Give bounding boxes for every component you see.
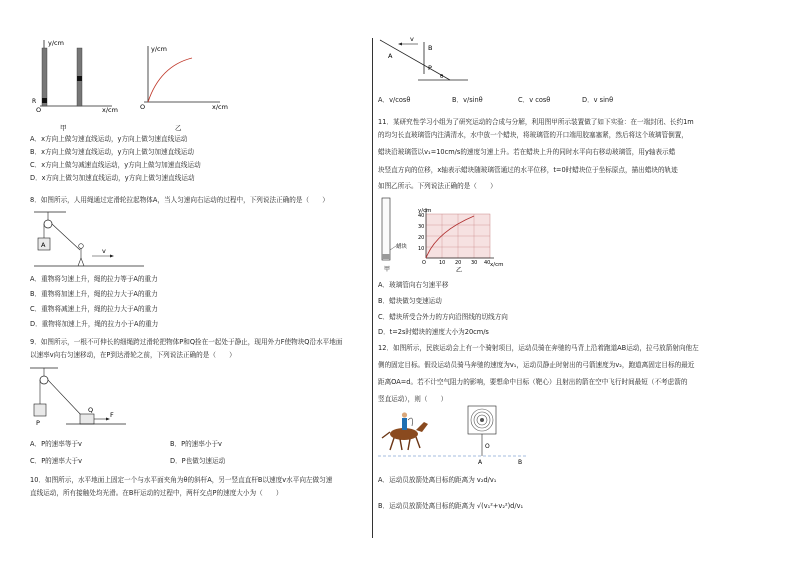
- q11-xtick-10: 10: [439, 260, 446, 266]
- q11-stem-line-3: 蜡块沿玻璃管以v₁=10cm/s的速度匀速上升。若在蜡块上升的同时水平向右移动玻璃管，用y轴表示蜡: [378, 148, 676, 156]
- q10-label-a: A: [388, 52, 393, 60]
- q8-option-a: A．重物将匀速上升，绳的拉力等于A的重力: [30, 275, 158, 283]
- q9-option-b: B．P的速率小于v: [170, 440, 222, 448]
- q7-yi-label: 乙: [175, 124, 182, 132]
- glass-tube: [382, 198, 390, 260]
- q11-grid: [426, 214, 490, 258]
- q11-jia-label: 甲: [384, 266, 391, 273]
- q8-stem: 8．如图所示，人用绳通过定滑轮拉起物体A，当人匀速向右运动的过程中，下列说法正确的是（ ）: [30, 196, 329, 204]
- q9-option-c: C．P的速率大于v: [30, 457, 83, 465]
- q7-option-a: A．x方向上做匀速直线运动，y方向上做匀速直线运动: [30, 135, 188, 143]
- pulley-icon: [44, 220, 52, 228]
- q7-x-axis-label: x/cm: [102, 106, 118, 114]
- q11-wax-label: 蜡块: [396, 244, 408, 250]
- q12-stem-line-3: 距离OA=d。若不计空气阻力的影响，要想命中目标（靶心）且射出的箭在空中飞行时间最短（不考虑箭的: [378, 378, 688, 386]
- q11-ytick-10: 10: [418, 246, 425, 252]
- q7-jia-label: 甲: [60, 124, 67, 132]
- q10-label-v: v: [410, 35, 414, 43]
- q11-ytick-30: 30: [418, 224, 425, 230]
- q7-r-label: R: [32, 98, 37, 105]
- wax-block: [382, 254, 390, 259]
- q12-label-o: O: [485, 443, 490, 450]
- q9-pulley-icon: [40, 376, 48, 384]
- q9-stem-line-2: 以速率v向右匀速移动，在P到达滑轮之前，下列说法正确的是（ ）: [30, 351, 236, 359]
- q9-stem-line-1: 9．如图所示，一根不可伸长的细绳跨过滑轮把物体P和Q拴在一起处于静止，现用外力F使物块Q沿水平地面: [30, 338, 343, 346]
- q11-ytick-20: 20: [418, 235, 425, 241]
- q10-option-d: D．v sinθ: [582, 96, 614, 104]
- q11-stem-line-1: 11．某研究性学习小组为了研究运动的合成与分解，利用图甲所示装置做了如下实验：在一端封闭、长约1m: [378, 118, 694, 126]
- right-column: [378, 0, 753, 562]
- q7-y-axis-label: y/cm: [48, 39, 64, 47]
- tube-left: [42, 48, 47, 106]
- q9-label-q: Q: [88, 406, 94, 414]
- q12-stem-line-2: 侧的固定目标。假设运动员骑马奔驰的速度为v₁，运动员静止时射出的弓箭速度为v₂，跑道离固定目标的最近: [378, 361, 695, 369]
- q11-y-axis-label: y/cm: [418, 208, 432, 214]
- q9-label-p: P: [36, 419, 40, 427]
- q12-stem-line-1: 12．如图所示，民族运动会上有一个骑射项目，运动员骑在奔驰的马背上沿着跑道AB运动，拉弓放箭射向他左: [378, 344, 699, 352]
- q11-figure: [378, 194, 508, 274]
- q7-yi-y-axis-label: y/cm: [151, 45, 167, 53]
- q9-option-d: D．P也做匀速运动: [170, 457, 226, 465]
- block-q: [80, 414, 94, 424]
- q12-label-a: A: [478, 459, 483, 466]
- q11-stem-line-4: 块竖直方向的位移，x轴表示蜡块随玻璃管通过的水平位移，t=0时蜡块位于坐标原点，描出蜡块的轨迹: [378, 166, 678, 174]
- q12-label-b: B: [518, 459, 523, 466]
- q11-yi-label: 乙: [456, 267, 463, 274]
- q7-origin-label: O: [36, 106, 42, 114]
- q9-figure: [30, 364, 150, 430]
- q9-label-f: F: [110, 411, 114, 419]
- q7-option-c: C．x方向上做匀减速直线运动，y方向上做匀加速直线运动: [30, 161, 201, 169]
- q10-option-b: B．v/sinθ: [452, 96, 483, 104]
- q12-option-a: A．运动员放箭处离目标的距离为 v₂d/v₁: [378, 476, 497, 484]
- q10-stem-line-2: 直线运动，所有接触处均光滑。在B杆运动的过程中，两杆交点P的速度大小为（ ）: [30, 489, 283, 497]
- q11-ytick-40: 40: [418, 213, 425, 219]
- horse-rider-icon: [382, 412, 428, 450]
- q7-option-d: D．x方向上做匀加速直线运动，y方向上做匀速直线运动: [30, 174, 195, 182]
- q11-xtick-40: 40: [484, 260, 491, 266]
- q8-option-d: D．重物将加速上升，绳的拉力小于A的重力: [30, 320, 159, 328]
- q8-option-b: B．重物将加速上升，绳的拉力大于A的重力: [30, 290, 158, 298]
- q10-stem-line-1: 10．如图所示，水平地面上固定一个与水平面夹角为θ的斜杆A，另一竖直直杆B以速度v水平向左做匀速: [30, 476, 333, 484]
- q11-option-a: A．玻璃管向右匀速平移: [378, 281, 449, 289]
- q8-label-v: v: [102, 247, 106, 255]
- q11-option-b: B．蜡块做匀变速运动: [378, 297, 442, 305]
- left-column: [30, 0, 405, 562]
- q10-label-p: P: [428, 64, 432, 72]
- q10-option-a: A．v/cosθ: [378, 96, 411, 104]
- q10-option-c: C．v cosθ: [518, 96, 551, 104]
- q11-x-axis-label: x/cm: [490, 262, 504, 268]
- q12-stem-line-4: 竖直运动），则（ ）: [378, 395, 448, 403]
- q7-figure: [30, 34, 250, 134]
- q11-xtick-30: 30: [471, 260, 478, 266]
- person-icon: [79, 244, 84, 249]
- q8-figure: [34, 208, 154, 268]
- q7-yi-origin-label: O: [140, 103, 146, 111]
- q10-figure: [378, 34, 478, 90]
- q11-xtick-20: 20: [455, 260, 462, 266]
- q11-option-c: C．蜡块所受合外力的方向沿图线的切线方向: [378, 313, 508, 321]
- q7-yi-x-axis-label: x/cm: [212, 103, 228, 111]
- q7-trajectory-curve: [148, 58, 192, 102]
- q12-option-b: B．运动员放箭处离目标的距离为 √(v₁²+v₂²)d/v₁: [378, 502, 524, 510]
- q10-label-theta: θ: [440, 74, 444, 80]
- q11-stem-line-2: 的均匀长直玻璃管内注满清水，水中放一个蜡块，将玻璃管的开口端用胶塞塞紧，然后将这个玻璃管倒置，: [378, 131, 688, 139]
- q9-option-a: A．P的速率等于v: [30, 440, 82, 448]
- block-p: [34, 404, 46, 416]
- q8-label-a: A: [41, 241, 46, 249]
- q8-option-c: C．重物将减速上升，绳的拉力大于A的重力: [30, 305, 158, 313]
- q12-figure: [378, 402, 538, 468]
- q11-option-d: D．t=2s时蜡块的速度大小为20cm/s: [378, 328, 489, 336]
- q11-stem-line-5: 如图乙所示。下列说法正确的是（ ）: [378, 182, 497, 190]
- q10-label-b: B: [428, 44, 433, 52]
- q11-origin: O: [422, 260, 426, 266]
- q7-option-b: B．x方向上做匀速直线运动，y方向上做匀加速直线运动: [30, 148, 194, 156]
